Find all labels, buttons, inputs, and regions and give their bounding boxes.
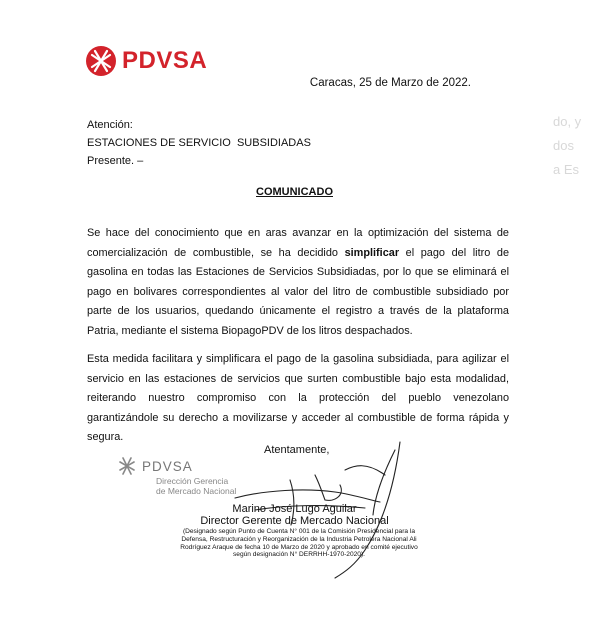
stamp-sun-icon (116, 455, 138, 477)
signatory-name: Marino José Lugo Aguilar (232, 503, 357, 515)
addressee-block (87, 116, 311, 170)
attention-label: Atención: (87, 119, 133, 131)
background-line-2: dos (553, 138, 574, 153)
stamp-brand: PDVSA (142, 458, 193, 474)
stamp-line-1: Dirección Gerencia (156, 476, 229, 486)
paragraph-1-end: el pago del litro de gasolina en todas las Estaciones de Servicios Subsidiadas, por lo que se eliminará el pago en bolivares correspondientes al valor del litro de combustible subsidiado por parte de los usuarios, quedando únicamente el registro a través de la plataforma Patria, mediante el sistema BiopagoPDV de los litros despachados. (87, 246, 509, 337)
stamp-line-2: de Mercado Nacional (156, 485, 237, 496)
closing-salutation: Atentamente, (264, 444, 330, 456)
paragraph-1-emphasis: simplificar (344, 246, 400, 259)
document-title: COMUNICADO (256, 186, 333, 198)
appointment-line-1: (Designado según Punto de Cuenta N° 001 de la Comisión Presidencial para la (182, 528, 416, 535)
body-paragraph-2: Esta medida facilitara y simplificara el pago de la gasolina subsidiada, para agilizar el servicio en las estaciones de servicios que surten combustible bajo esta modalidad, reiterando nuestro compromiso con la protección del pueblo venezolano garantizándole su derecho a movilizarse y acceder al combustible de forma rápida y segura. (87, 353, 509, 443)
appointment-line-3: Rodríguez Araque de fecha 10 de Marzo de 2020 y aprobado en comité ejecutivo (180, 543, 418, 551)
recipient: ESTACIONES DE SERVICIO SUBSIDIADAS (87, 137, 311, 149)
background-line-1: do, y (553, 114, 582, 129)
appointment-line-2: Defensa, Restructuración y Reorganización de la Industria Petrolera Nacional Ali (181, 535, 417, 543)
body-paragraph-1 (87, 224, 509, 341)
document-date: Caracas, 25 de Marzo de 2022. (309, 77, 471, 89)
brand-name: PDVSA (122, 47, 208, 74)
background-line-3: a Es (553, 162, 580, 177)
stamp-logo (116, 455, 256, 477)
presente-label: Presente. – (87, 155, 144, 167)
pdvsa-sun-icon (85, 45, 117, 77)
appointment-note (160, 528, 438, 559)
signatory-role: Director Gerente de Mercado Nacional (200, 515, 389, 527)
department-stamp (116, 455, 256, 503)
paragraph-1-start: Se hace del conocimiento que en aras avanzar en la optimización del sistema de comercialización de combustible, se ha decidido (87, 227, 509, 259)
appointment-line-4: según designación N° DERRHH-1970-2020). (232, 551, 366, 559)
background-text-fragment (553, 110, 581, 182)
pdvsa-logo (85, 45, 207, 77)
